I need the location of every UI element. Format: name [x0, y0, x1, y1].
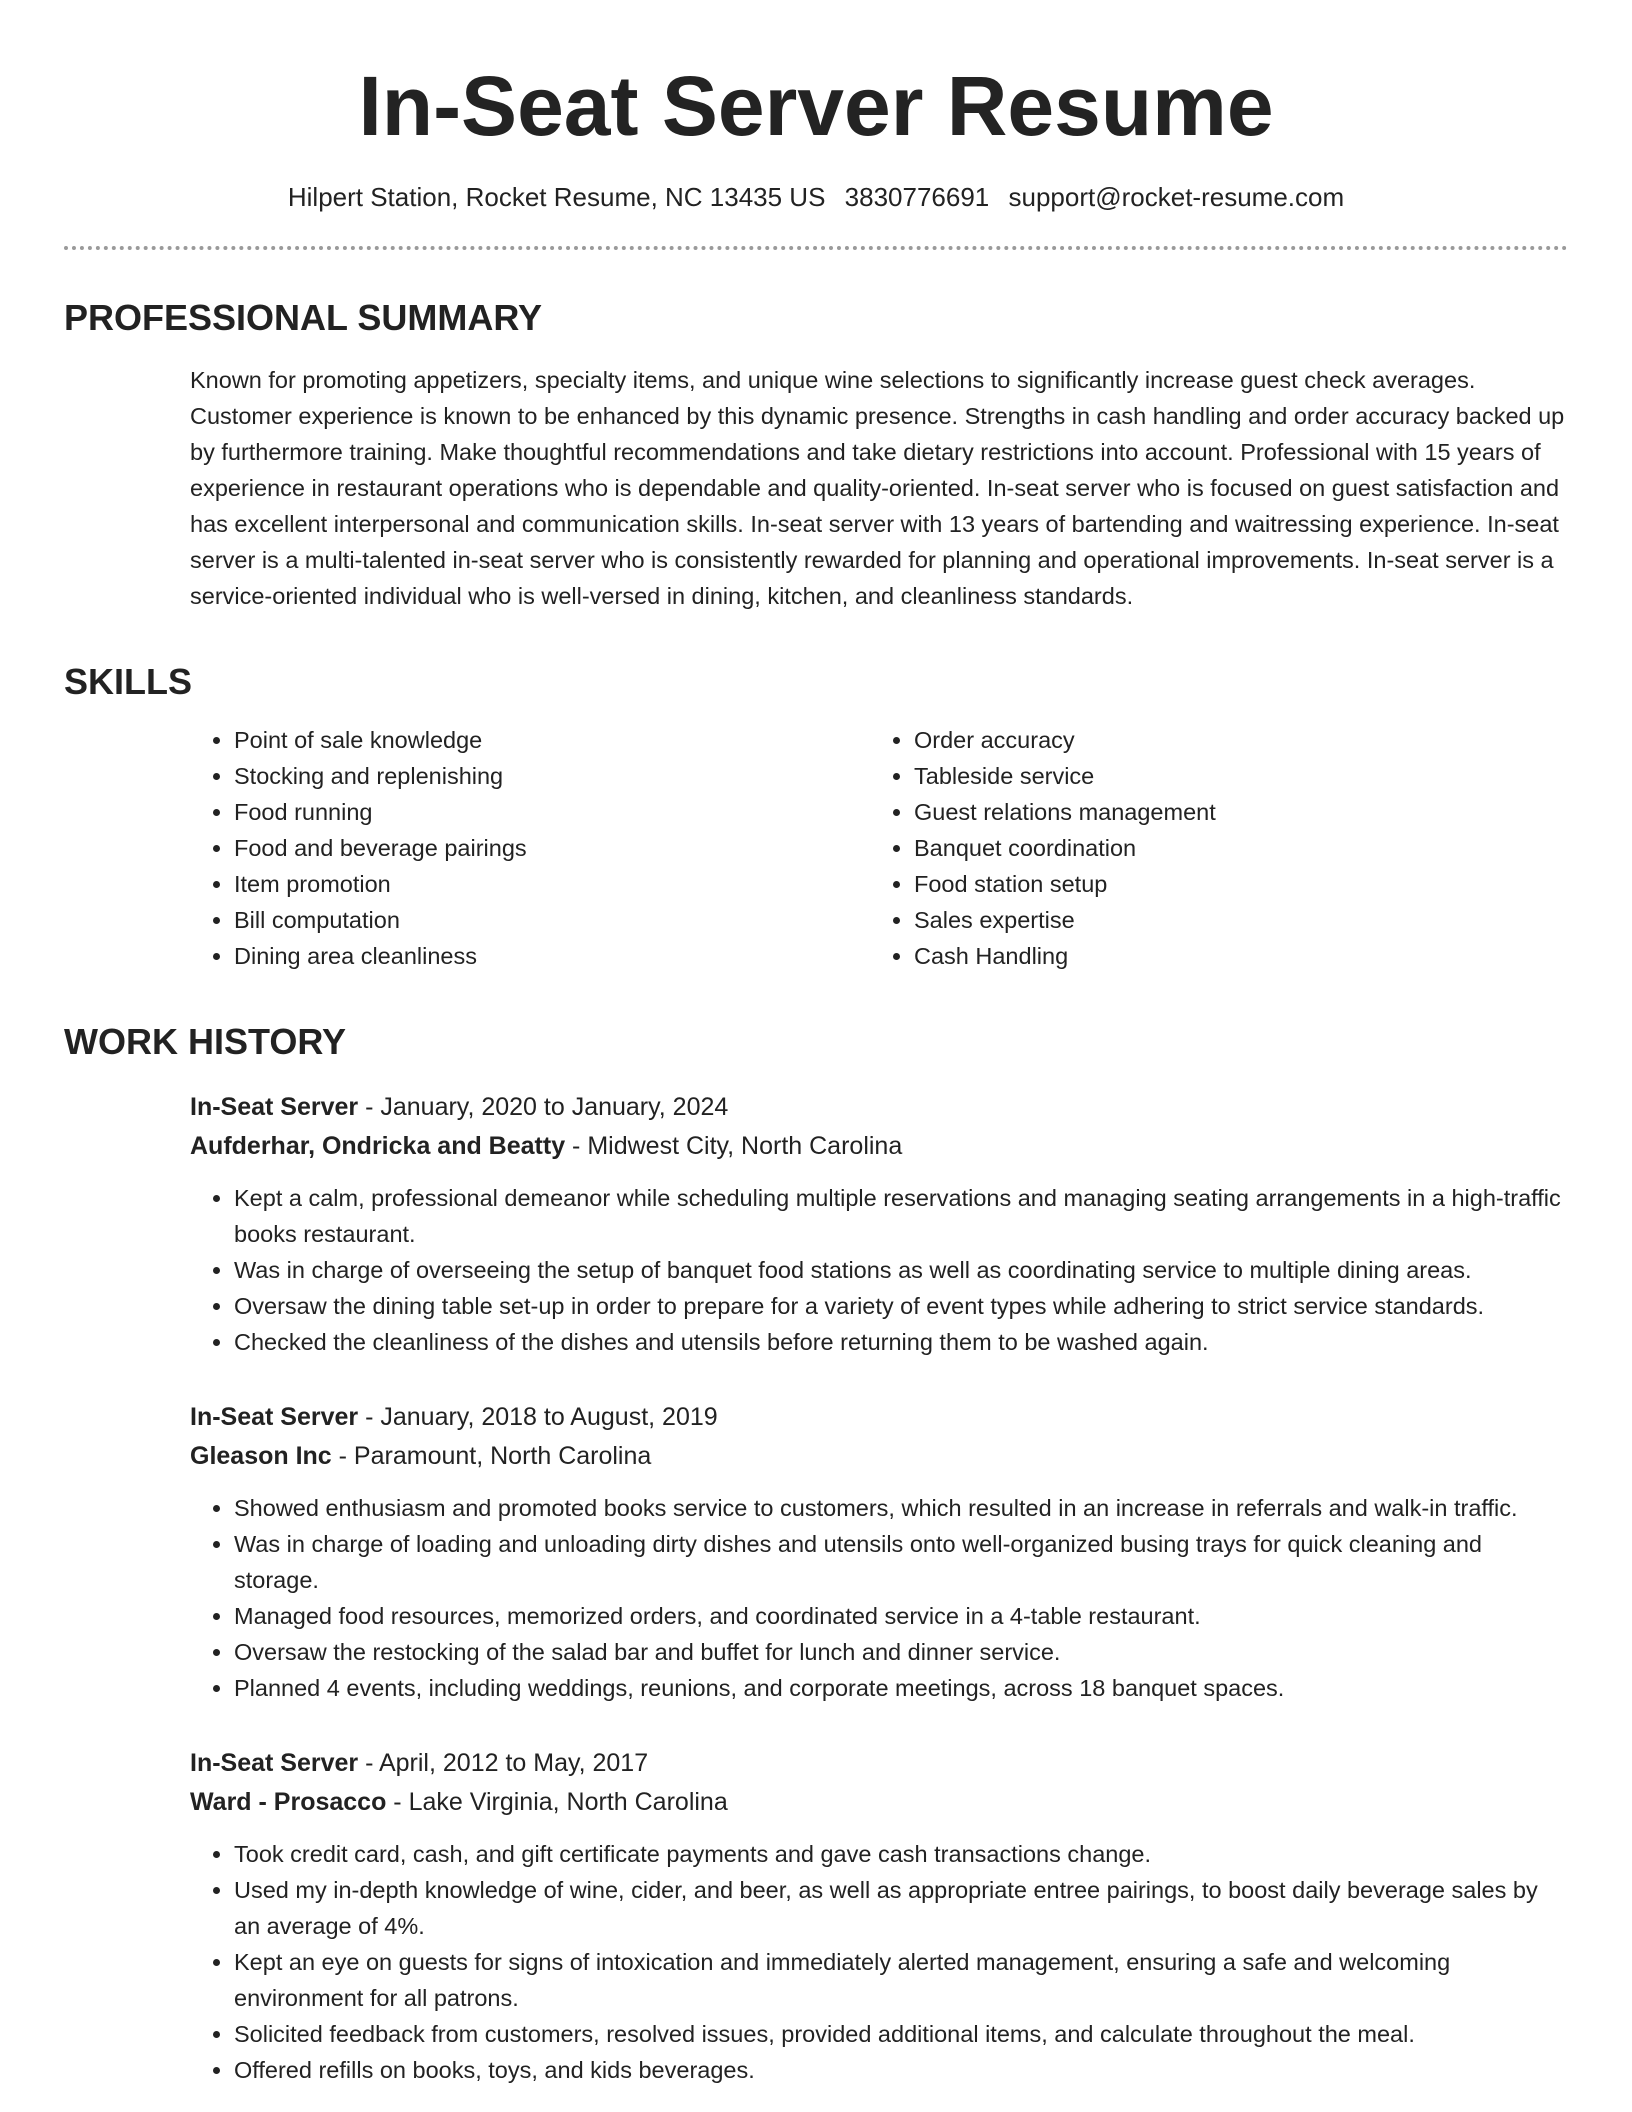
job-bullet: • Kept a calm, professional demeanor while scheduling multiple reservations and managing seating arrangements in a high-traffic books restaurant.: [234, 1180, 1568, 1252]
skill-item: • Cash Handling: [914, 938, 1216, 974]
header-divider: [64, 246, 1568, 250]
job-company-line: [190, 1783, 1568, 1822]
job-bullet: • Planned 4 events, including weddings, reunions, and corporate meetings, across 18 banquet spaces.: [234, 1670, 1568, 1706]
summary-text: Known for promoting appetizers, specialty items, and unique wine selections to significantly increase guest check averages. Customer experience is known to be enhanced by this dynamic presence. Strengths in cash handling and order accuracy backed up by furthermore training. Make thoughtful recommendations and take dietary restrictions into account. Professional with 15 years of experience in restaurant operations who is dependable and quality-oriented. In-seat server who is focused on guest satisfaction and has excellent interpersonal and communication skills. In-seat server with 13 years of bartending and waitressing experience. In-seat server is a multi-talented in-seat server who is consistently rewarded for planning and operational improvements. In-seat server is a service-oriented individual who is well-versed in dining, kitchen, and cleanliness standards.: [190, 367, 1565, 609]
job-dates: - January, 2020 to January, 2024: [358, 1093, 729, 1121]
skills-column-left: [190, 722, 870, 974]
skill-item: • Food running: [234, 794, 870, 830]
contact-address: Hilpert Station, Rocket Resume, NC 13435 US: [287, 182, 826, 212]
summary-heading: PROFESSIONAL SUMMARY: [64, 297, 543, 338]
job-entry: [190, 1398, 1568, 1706]
job-bullet: • Managed food resources, memorized orders, and coordinated service in a 4-table restaurant.: [234, 1598, 1568, 1634]
job-dates: - April, 2012 to May, 2017: [358, 1749, 649, 1777]
job-bullet: • Kept an eye on guests for signs of intoxication and immediately alerted management, ensuring a safe and welcoming environment for all patrons.: [234, 1944, 1568, 2016]
job-bullet: • Offered refills on books, toys, and kids beverages.: [234, 2052, 1568, 2088]
skill-item: • Tableside service: [914, 758, 1216, 794]
job-location: - Lake Virginia, North Carolina: [386, 1788, 728, 1816]
skill-item: • Guest relations management: [914, 794, 1216, 830]
skill-item: • Bill computation: [234, 902, 870, 938]
job-bullets: [190, 1180, 1568, 1360]
job-role-line: [190, 1744, 1568, 1783]
job-entry: [190, 1744, 1568, 2088]
job-bullet: • Was in charge of loading and unloading dirty dishes and utensils onto well-organized busing trays for quick cleaning and storage.: [234, 1526, 1568, 1598]
skill-item: • Food station setup: [914, 866, 1216, 902]
job-company: Aufderhar, Ondricka and Beatty: [190, 1132, 566, 1160]
contact-email: support@rocket-resume.com: [1008, 182, 1345, 212]
job-company: Gleason Inc: [190, 1442, 332, 1470]
job-role: In-Seat Server: [190, 1749, 359, 1777]
job-bullet: • Used my in-depth knowledge of wine, cider, and beer, as well as appropriate entree pairings, to boost daily beverage sales by an average of 4%.: [234, 1872, 1568, 1944]
resume-title: In-Seat Server Resume: [358, 59, 1274, 153]
job-role: In-Seat Server: [190, 1093, 359, 1121]
skill-item: • Order accuracy: [914, 722, 1216, 758]
job-company-line: [190, 1437, 1568, 1476]
work-history-heading: WORK HISTORY: [64, 1021, 347, 1062]
contact-phone: 3830776691: [844, 182, 990, 212]
job-company-line: [190, 1127, 1568, 1166]
skill-item: • Banquet coordination: [914, 830, 1216, 866]
skills-column-right: [870, 722, 1216, 974]
skills-heading: SKILLS: [64, 661, 193, 702]
skill-item: • Item promotion: [234, 866, 870, 902]
job-bullet: • Solicited feedback from customers, resolved issues, provided additional items, and calculate throughout the meal.: [234, 2016, 1568, 2052]
skill-item: • Sales expertise: [914, 902, 1216, 938]
job-bullet: • Checked the cleanliness of the dishes and utensils before returning them to be washed again.: [234, 1324, 1568, 1360]
job-bullet: • Oversaw the restocking of the salad bar and buffet for lunch and dinner service.: [234, 1634, 1568, 1670]
skill-item: • Point of sale knowledge: [234, 722, 870, 758]
job-location: - Midwest City, North Carolina: [565, 1132, 903, 1160]
skills-list: [190, 722, 1568, 974]
job-dates: - January, 2018 to August, 2019: [358, 1403, 718, 1431]
contact-line: [64, 180, 1568, 214]
job-bullet: • Was in charge of overseeing the setup of banquet food stations as well as coordinating service to multiple dining areas.: [234, 1252, 1568, 1288]
job-bullets: [190, 1836, 1568, 2088]
job-role: In-Seat Server: [190, 1403, 359, 1431]
skill-item: • Stocking and replenishing: [234, 758, 870, 794]
skill-item: • Food and beverage pairings: [234, 830, 870, 866]
job-bullet: • Oversaw the dining table set-up in order to prepare for a variety of event types while adhering to strict service standards.: [234, 1288, 1568, 1324]
job-bullets: [190, 1490, 1568, 1706]
resume-page: [64, 0, 1568, 2088]
skill-item: • Dining area cleanliness: [234, 938, 870, 974]
job-role-line: [190, 1088, 1568, 1127]
job-location: - Paramount, North Carolina: [331, 1442, 652, 1470]
job-role-line: [190, 1398, 1568, 1437]
job-company: Ward - Prosacco: [190, 1788, 387, 1816]
job-bullet: • Took credit card, cash, and gift certificate payments and gave cash transactions change.: [234, 1836, 1568, 1872]
job-bullet: • Showed enthusiasm and promoted books service to customers, which resulted in an increase in referrals and walk-in traffic.: [234, 1490, 1568, 1526]
job-entry: [190, 1088, 1568, 1360]
